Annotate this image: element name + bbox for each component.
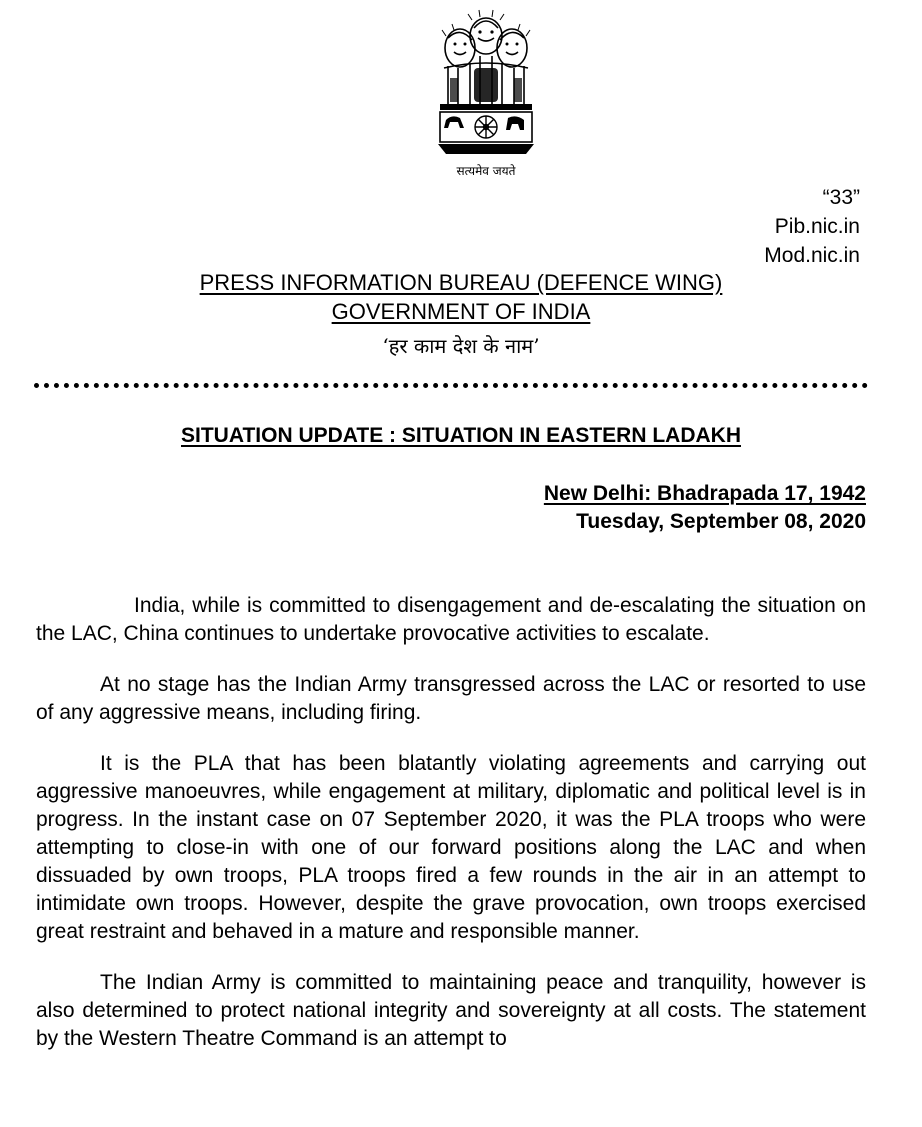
- dateline-place-date: New Delhi: Bhadrapada 17, 1942: [543, 482, 866, 505]
- lion-capital-icon: [434, 8, 538, 160]
- reference-block: [764, 183, 860, 270]
- release-number: “33”: [822, 186, 860, 209]
- dotted-separator: [34, 383, 868, 388]
- paragraph-2: At no stage has the Indian Army transgressed across the LAC or resorted to use of any aggressive means, including firing.: [36, 673, 866, 724]
- paragraph-1: India, while is committed to disengagement and de-escalating the situation on the LAC, China continues to undertake provocative activities to escalate.: [36, 594, 866, 645]
- dateline: [544, 480, 866, 536]
- government-name: GOVERNMENT OF INDIA: [331, 299, 591, 324]
- hindi-tagline: ‘हर काम देश के नाम’: [382, 334, 540, 358]
- website-pib: Pib.nic.in: [774, 215, 860, 238]
- website-mod: Mod.nic.in: [764, 244, 860, 267]
- paragraph-4: The Indian Army is committed to maintaining peace and tranquility, however is also determined to protect national integrity and sovereignty at all costs. The statement by the Western Theatre Command is an attempt to: [36, 971, 866, 1050]
- paragraph-3: It is the PLA that has been blatantly violating agreements and carrying out aggressive manoeuvres, while engagement at military, diplomatic and political level is in progress. In the instant case on 07 September 2020, it was the PLA troops who were attempting to close-in with one of our forward positions along the LAC and when dissuaded by own troops, PLA troops fired a few rounds in the air in an attempt to intimidate own troops. However, despite the grave provocation, own troops exercised great restraint and behaved in a mature and responsible manner.: [36, 752, 866, 943]
- body-text: [36, 592, 866, 1076]
- document-title: SITUATION UPDATE : SITUATION IN EASTERN LADAKH: [181, 424, 741, 447]
- bureau-name: PRESS INFORMATION BUREAU (DEFENCE WING): [199, 270, 723, 295]
- bureau-header: [0, 268, 922, 361]
- national-emblem: [434, 8, 538, 188]
- emblem-motto: सत्यमेव जयते: [456, 164, 516, 178]
- dateline-day-date: Tuesday, September 08, 2020: [576, 510, 866, 533]
